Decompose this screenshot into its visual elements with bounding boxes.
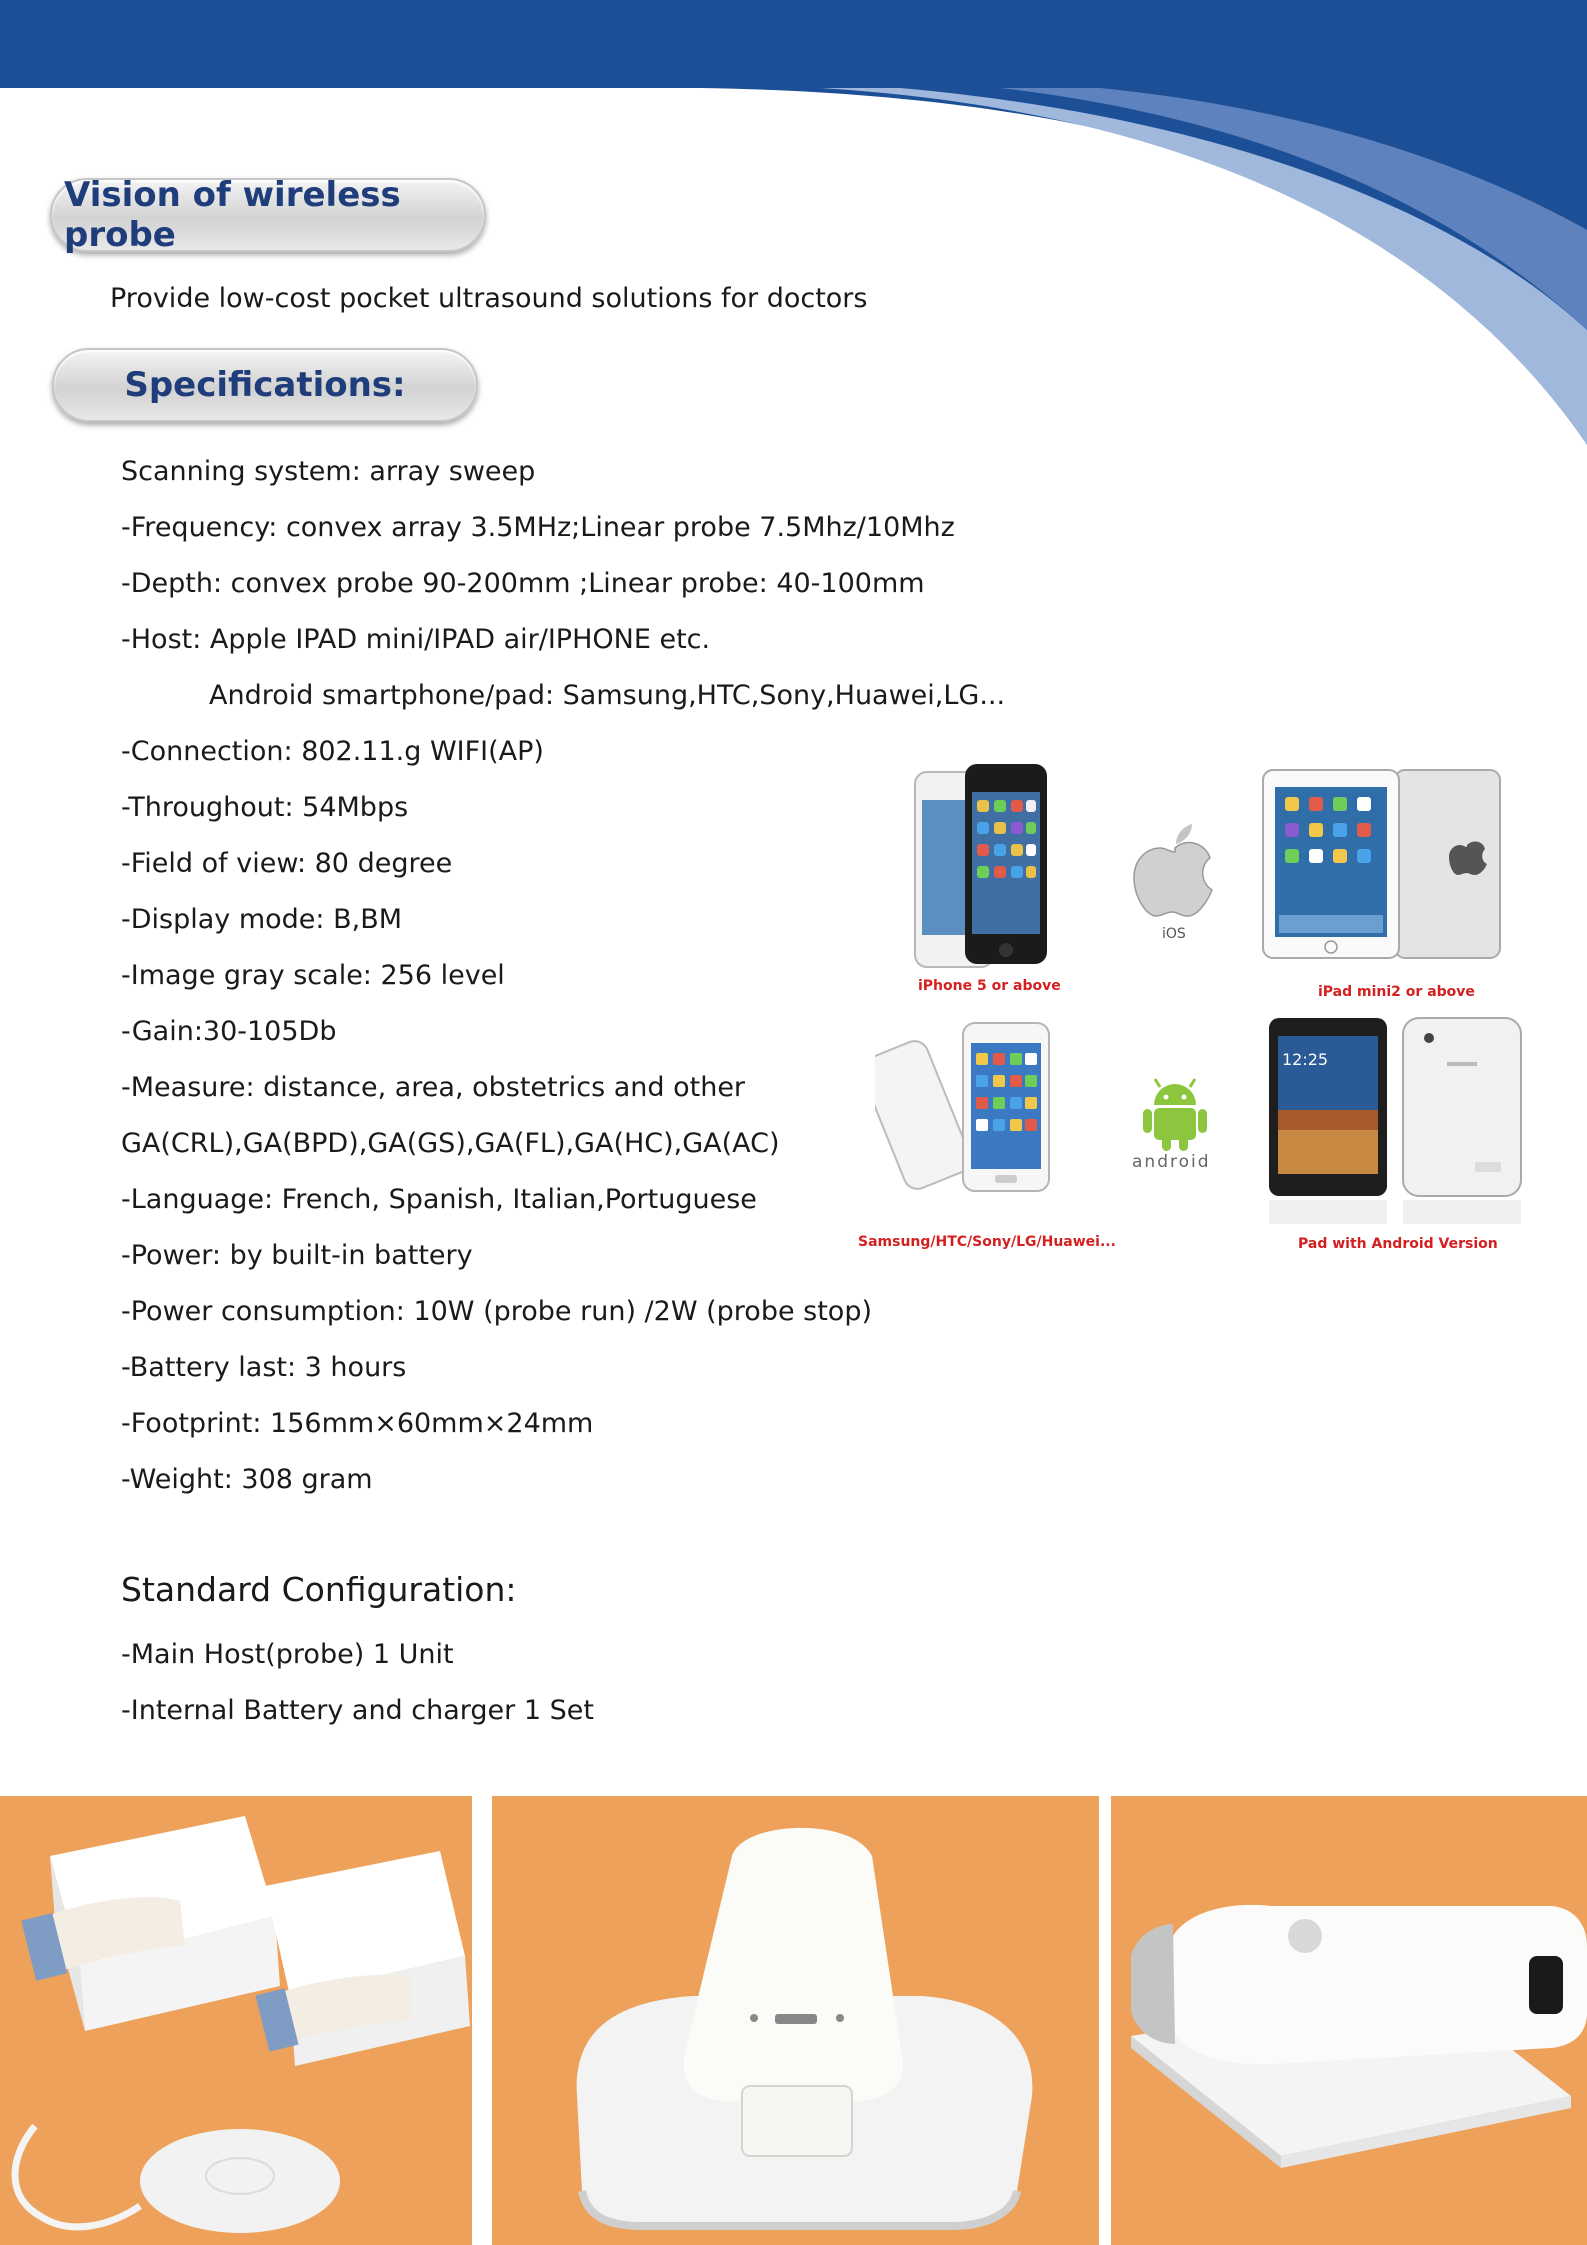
product-box-photo (0, 1796, 472, 2245)
spec-item: -Throughout: 54Mbps (121, 792, 409, 823)
probe-charging-dock-photo (492, 1796, 1099, 2245)
specifications-title: Specifications: (124, 365, 406, 405)
ios-label: iOS (1162, 926, 1186, 942)
spec-item: -Gain:30-105Db (121, 1016, 337, 1047)
spec-item: -Power consumption: 10W (probe run) /2W (probe stop) (121, 1296, 872, 1327)
configuration-item: -Main Host(probe) 1 Unit (121, 1639, 454, 1670)
apple-logo-icon (1130, 820, 1220, 930)
spec-item: -Frequency: convex array 3.5MHz;Linear probe 7.5Mhz/10Mhz (121, 512, 955, 543)
spec-item: -Language: French, Spanish, Italian,Portuguese (121, 1184, 757, 1215)
spec-item: -Depth: convex probe 90-200mm ;Linear probe: 40-100mm (121, 568, 925, 599)
section-title-pill (50, 175, 486, 255)
spec-item: -Power: by built-in battery (121, 1240, 473, 1271)
android-phone-caption: Samsung/HTC/Sony/LG/Huawei... (858, 1234, 1116, 1250)
spec-item: -Footprint: 156mm×60mm×24mm (121, 1408, 594, 1439)
spec-item: -Weight: 308 gram (121, 1464, 373, 1495)
ipad-image (1255, 765, 1505, 965)
spec-item: -Image gray scale: 256 level (121, 960, 505, 991)
android-logo-icon (1140, 1075, 1210, 1155)
iphone-caption: iPhone 5 or above (918, 978, 1061, 994)
tagline: Provide low-cost pocket ultrasound solutions for doctors (110, 283, 868, 314)
iphone-image (910, 760, 1060, 975)
android-pad-image (1265, 1010, 1527, 1230)
pad-clock: 12:25 (1282, 1050, 1329, 1069)
section-title: Vision of wireless probe (64, 175, 401, 255)
configuration-item: -Internal Battery and charger 1 Set (121, 1695, 594, 1726)
compatible-devices-panel (850, 750, 1530, 1270)
spec-item: Scanning system: array sweep (121, 456, 536, 487)
android-phone-image (875, 1015, 1055, 1200)
probe-top-view-photo (1111, 1796, 1587, 2245)
spec-item: Android smartphone/pad: Samsung,HTC,Sony,Huawei,LG... (209, 680, 1006, 711)
spec-item: -Display mode: B,BM (121, 904, 403, 935)
spec-item: -Connection: 802.11.g WIFI(AP) (121, 736, 544, 767)
android-label: android (1132, 1152, 1211, 1172)
android-pad-caption: Pad with Android Version (1298, 1236, 1498, 1252)
configuration-list (121, 1630, 594, 1742)
spec-item: -Host: Apple IPAD mini/IPAD air/IPHONE etc. (121, 624, 711, 655)
spec-item: -Measure: distance, area, obstetrics and other (121, 1072, 746, 1103)
spec-item: GA(CRL),GA(BPD),GA(GS),GA(FL),GA(HC),GA(AC) (121, 1128, 780, 1159)
configuration-title: Standard Configuration: (121, 1570, 517, 1609)
ipad-caption: iPad mini2 or above (1318, 984, 1475, 1000)
spec-item: -Field of view: 80 degree (121, 848, 453, 879)
spec-item: -Battery last: 3 hours (121, 1352, 407, 1383)
specifications-title-pill (52, 348, 478, 422)
